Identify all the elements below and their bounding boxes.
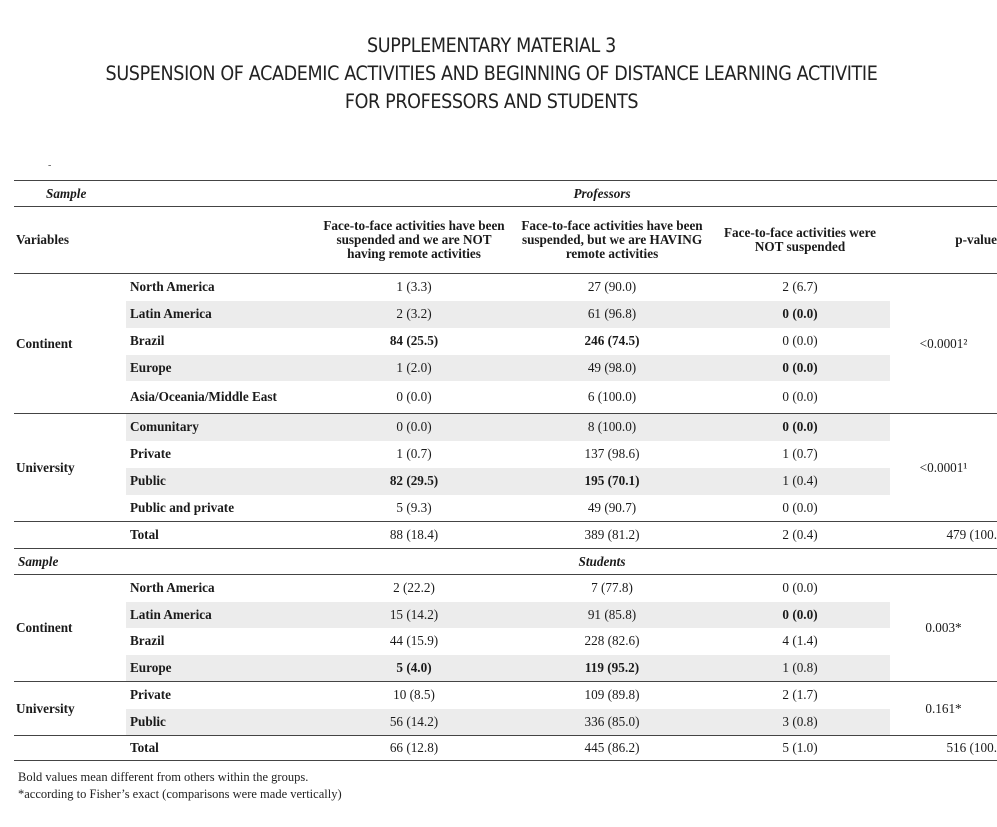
cell: 2 (22.2) bbox=[314, 575, 514, 602]
total-n-cell: 516 (100. bbox=[890, 736, 997, 761]
cell: 56 (14.2) bbox=[314, 709, 514, 736]
results-table bbox=[14, 180, 997, 761]
total-row bbox=[14, 736, 997, 761]
cell: 5 (9.3) bbox=[396, 499, 432, 515]
pvalue-cell: <0.0001¹ bbox=[890, 414, 997, 522]
table-row bbox=[14, 355, 997, 381]
cell: 49 (90.7) bbox=[587, 499, 637, 515]
table-row bbox=[14, 328, 997, 355]
cell: 109 (89.8) bbox=[514, 682, 710, 709]
pvalue-cell: <0.0001² bbox=[890, 274, 997, 414]
table-row bbox=[14, 602, 997, 628]
table-row bbox=[14, 274, 997, 301]
cell: 2 (6.7) bbox=[710, 274, 890, 301]
row-label: Total bbox=[126, 522, 314, 549]
row-label: Brazil bbox=[130, 333, 165, 348]
cell: 2 (0.4) bbox=[710, 522, 890, 549]
cell: 119 (95.2) bbox=[514, 655, 710, 682]
cell: 246 (74.5) bbox=[584, 333, 640, 348]
row-label: North America bbox=[126, 274, 314, 301]
cell: 0 (0.0) bbox=[782, 499, 818, 515]
students-group-label: Students bbox=[314, 549, 890, 575]
cell: 6 (100.0) bbox=[587, 388, 637, 404]
cell: 1 (0.4) bbox=[710, 468, 890, 495]
cell: 4 (1.4) bbox=[782, 633, 818, 648]
cell: 0 (0.0) bbox=[710, 355, 890, 381]
cell: 1 (3.3) bbox=[314, 274, 514, 301]
cell: 0 (0.0) bbox=[710, 575, 890, 602]
cell: 82 (29.5) bbox=[314, 468, 514, 495]
title-line-2: SUSPENSION OF ACADEMIC ACTIVITIES AND BEGINNING OF DISTANCE LEARNING ACTIVITIE bbox=[105, 62, 878, 85]
col-not-suspended-header: Face-to-face activities were NOT suspended bbox=[710, 207, 890, 274]
row-label: Private bbox=[126, 682, 314, 709]
cell: 389 (81.2) bbox=[514, 522, 710, 549]
cell: 336 (85.0) bbox=[514, 709, 710, 736]
cell: 27 (90.0) bbox=[514, 274, 710, 301]
cell: 3 (0.8) bbox=[710, 709, 890, 736]
cell: 228 (82.6) bbox=[584, 633, 640, 648]
title-line-1: SUPPLEMENTARY MATERIAL 3 bbox=[367, 34, 616, 57]
row-label: Total bbox=[126, 736, 314, 761]
row-label: Europe bbox=[126, 655, 314, 682]
row-label: Public and private bbox=[130, 499, 235, 515]
row-label: Private bbox=[130, 446, 172, 461]
cell: 0 (0.0) bbox=[782, 333, 818, 348]
cell: 2 (1.7) bbox=[710, 682, 890, 709]
cell: 0 (0.0) bbox=[396, 388, 432, 404]
professors-header-row bbox=[14, 181, 997, 207]
cell: 5 (1.0) bbox=[710, 736, 890, 761]
table-row bbox=[14, 575, 997, 602]
group-label-university: University bbox=[14, 682, 126, 736]
row-label: North America bbox=[126, 575, 314, 602]
table-row bbox=[14, 628, 997, 655]
total-n-cell: 479 (100. bbox=[890, 522, 997, 549]
group-label-continent: Continent bbox=[14, 575, 126, 682]
cell: 0 (0.0) bbox=[782, 388, 818, 404]
cell: 0 (0.0) bbox=[710, 301, 890, 328]
table-row bbox=[14, 414, 997, 441]
cell: 91 (85.8) bbox=[514, 602, 710, 628]
row-label: Public bbox=[126, 468, 314, 495]
cell: 44 (15.9) bbox=[389, 633, 439, 648]
table-row bbox=[14, 441, 997, 468]
cell: 5 (4.0) bbox=[314, 655, 514, 682]
cell: 0 (0.0) bbox=[710, 414, 890, 441]
cell: 0 (0.0) bbox=[710, 602, 890, 628]
cell: 88 (18.4) bbox=[314, 522, 514, 549]
footnote-fisher: *according to Fisher’s exact (comparisons were made vertically) bbox=[18, 787, 342, 801]
title-line-3: FOR PROFESSORS AND STUDENTS bbox=[344, 90, 639, 113]
col-remote-header: Face-to-face activities have been suspended, but we are HAVING remote activities bbox=[514, 207, 710, 274]
sample-label: Sample bbox=[14, 549, 314, 575]
cell: 1 (0.7) bbox=[396, 446, 432, 461]
column-header-row bbox=[14, 207, 997, 274]
cell: 84 (25.5) bbox=[389, 333, 439, 348]
cell: 49 (98.0) bbox=[514, 355, 710, 381]
table-row bbox=[14, 682, 997, 709]
row-label: Comunitary bbox=[126, 414, 314, 441]
sample-label: Sample bbox=[14, 181, 314, 207]
professors-group-label: Professors bbox=[314, 181, 890, 207]
pvalue-cell: 0.161* bbox=[890, 682, 997, 736]
cell: 445 (86.2) bbox=[514, 736, 710, 761]
row-label: Latin America bbox=[126, 602, 314, 628]
cell: 1 (0.7) bbox=[782, 446, 818, 461]
cell: 10 (8.5) bbox=[314, 682, 514, 709]
row-label: Brazil bbox=[130, 633, 165, 648]
group-label-continent: Continent bbox=[14, 274, 126, 414]
footnote-bold: Bold values mean different from others within the groups. bbox=[18, 770, 309, 784]
cell: 15 (14.2) bbox=[314, 602, 514, 628]
students-header-row bbox=[14, 549, 997, 575]
col-not-remote-header: Face-to-face activities have been suspended and we are NOT having remote activities bbox=[314, 207, 514, 274]
group-label-university: University bbox=[14, 414, 126, 522]
table-row bbox=[14, 655, 997, 682]
table-row bbox=[14, 495, 997, 522]
total-row bbox=[14, 522, 997, 549]
pvalue-cell: 0.003* bbox=[890, 575, 997, 682]
row-label: Europe bbox=[126, 355, 314, 381]
cell: 2 (3.2) bbox=[314, 301, 514, 328]
cell: 7 (77.8) bbox=[514, 575, 710, 602]
cell: 61 (96.8) bbox=[514, 301, 710, 328]
cell: 1 (2.0) bbox=[314, 355, 514, 381]
table-row bbox=[14, 709, 997, 736]
cell: 1 (0.8) bbox=[710, 655, 890, 682]
stray-dash: - bbox=[48, 160, 52, 171]
cell: 195 (70.1) bbox=[514, 468, 710, 495]
cell: 137 (98.6) bbox=[584, 446, 640, 461]
table-row bbox=[14, 381, 997, 414]
row-label: Asia/Oceania/Middle East bbox=[130, 389, 277, 405]
cell: 66 (12.8) bbox=[314, 736, 514, 761]
table-row bbox=[14, 468, 997, 495]
row-label: Public bbox=[126, 709, 314, 736]
pvalue-header: p-value bbox=[890, 207, 997, 274]
row-label: Latin America bbox=[126, 301, 314, 328]
table-row bbox=[14, 301, 997, 328]
cell: 0 (0.0) bbox=[314, 414, 514, 441]
variables-header: Variables bbox=[14, 207, 314, 274]
cell: 8 (100.0) bbox=[514, 414, 710, 441]
